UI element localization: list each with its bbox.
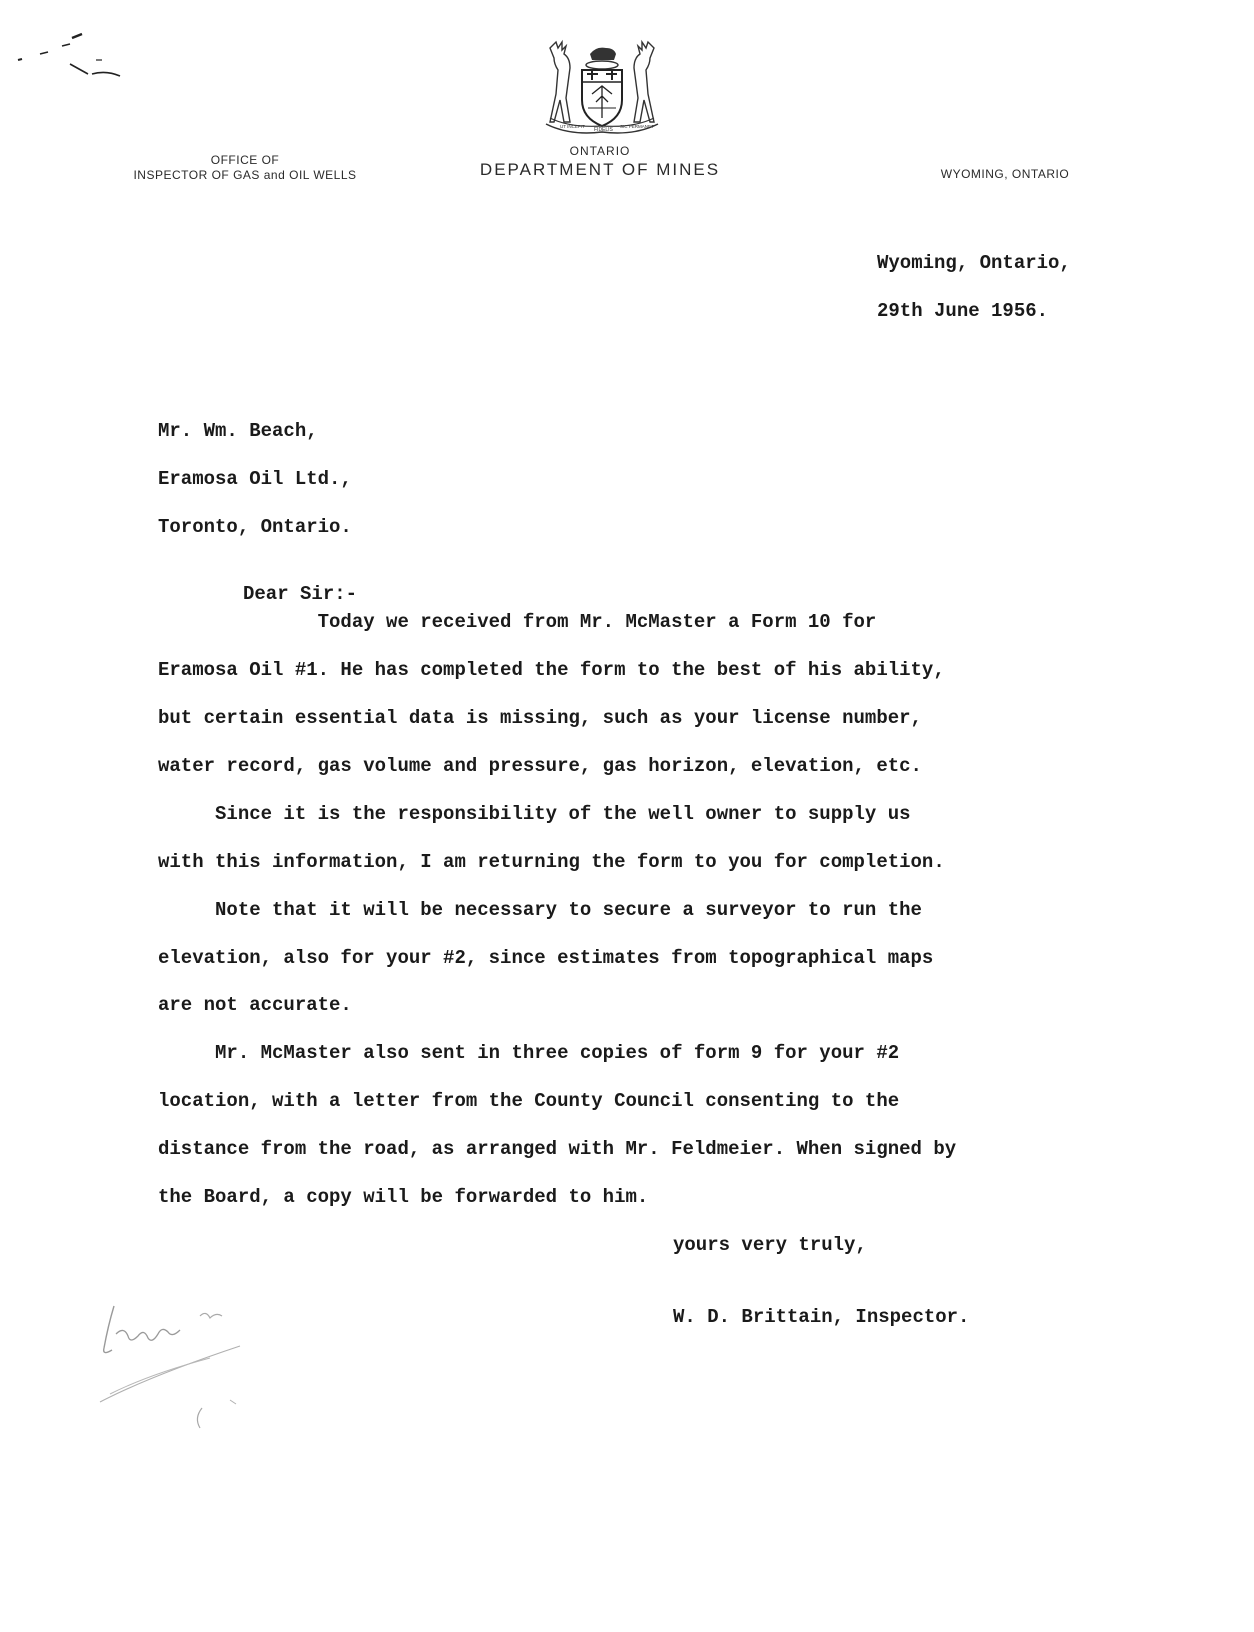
crest-motto-left: UT INCEPIT [560,124,585,129]
signature-block: W. D. Brittain, Inspector. [673,1306,970,1328]
body-line: location, with a letter from the County Council consenting to the [158,1090,900,1112]
coat-of-arms-icon [540,38,664,138]
body-line: Note that it will be necessary to secure a surveyor to run the [158,899,922,921]
recipient-name: Mr. Wm. Beach, [158,420,318,442]
recipient-company: Eramosa Oil Ltd., [158,468,352,490]
crest-motto-right: SIC PERMANET [620,124,654,129]
body-line: Eramosa Oil #1. He has completed the form to the best of his ability, [158,659,945,681]
letterhead-office-line1: OFFICE OF [210,153,280,167]
letterhead-location: WYOMING, ONTARIO [940,167,1070,181]
body-line: the Board, a copy will be forwarded to him. [158,1186,649,1208]
crest-motto-center: FIDELIS [594,127,613,133]
dateline-place: Wyoming, Ontario, [877,252,1071,274]
salutation: Dear Sir:- [243,583,358,605]
letterhead-department [440,144,760,180]
body-line: Since it is the responsibility of the well owner to supply us [158,803,911,825]
pen-mark-scribble [10,30,130,90]
body-line: are not accurate. [158,994,352,1016]
body-line: with this information, I am returning the form to you for completion. [158,851,945,873]
body-line: elevation, also for your #2, since estimates from topographical maps [158,947,934,969]
letterhead-office-line2: INSPECTOR OF GAS and OIL WELLS [133,168,357,182]
valediction: yours very truly, [673,1234,867,1256]
body-line: Mr. McMaster also sent in three copies of form 9 for your #2 [158,1042,900,1064]
recipient-city: Toronto, Ontario. [158,516,352,538]
body-line: water record, gas volume and pressure, gas horizon, elevation, etc. [158,755,922,777]
pencil-scribble [90,1296,270,1436]
dateline-date: 29th June 1956. [877,300,1049,322]
body-line: distance from the road, as arranged with Mr. Feldmeier. When signed by [158,1138,957,1160]
letterhead-department-name: DEPARTMENT OF MINES [479,160,721,179]
body-line: Today we received from Mr. McMaster a Form 10 for [158,611,877,633]
letterhead-office [115,153,375,183]
body-line: but certain essential data is missing, such as your license number, [158,707,922,729]
letterhead-province: ONTARIO [569,144,631,158]
